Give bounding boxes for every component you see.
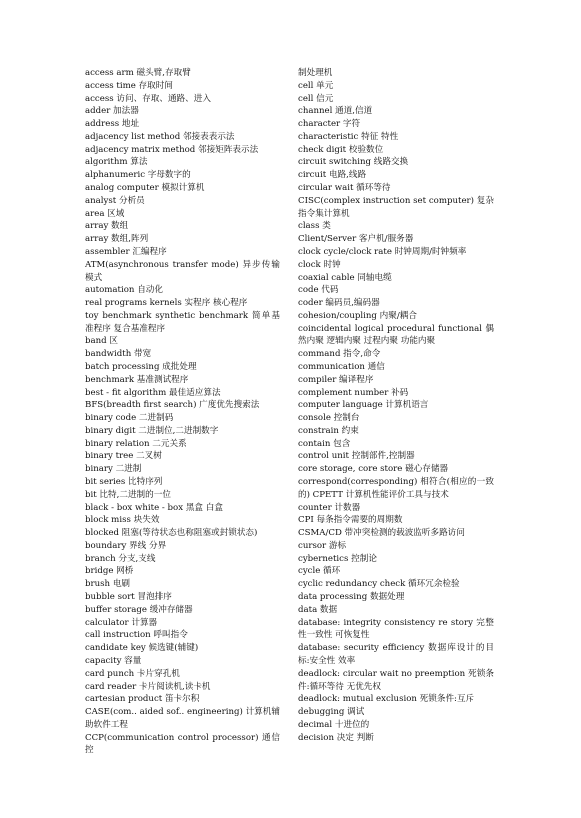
glossary-entry: bridge 网桥 xyxy=(85,566,134,577)
glossary-entry: cartesian product 笛卡尔积 xyxy=(85,694,200,705)
glossary-entry: cursor 游标 xyxy=(298,540,347,551)
glossary-entry: coaxial cable 同轴电缆 xyxy=(298,272,392,283)
glossary-entry: alphanumeric 字母数字的 xyxy=(85,170,191,181)
glossary-entry: array 数组 xyxy=(85,221,129,232)
glossary-entry: communication 通信 xyxy=(298,361,385,372)
glossary-entry: decision 决定 判断 xyxy=(298,732,374,743)
glossary-entry: compiler 编译程序 xyxy=(298,374,374,385)
glossary-entry: call instruction 呼叫指令 xyxy=(85,630,188,641)
glossary-entry: characteristic 特征 特性 xyxy=(298,131,399,142)
glossary-entry: blocked 阻塞(等待状态也称阻塞或封锁状态) xyxy=(85,528,258,539)
glossary-entry: CCP(communication control processor) 通信控 xyxy=(85,732,280,756)
glossary-entry: adjacency list method 邻接表表示法 xyxy=(85,131,235,142)
glossary-entry: check digit 校验数位 xyxy=(298,144,384,155)
glossary-entry: CISC(complex instruction set computer) 复杂指令集计算机 xyxy=(298,195,494,219)
glossary-entry: bubble sort 冒泡排序 xyxy=(85,592,172,603)
glossary-entry: character 字符 xyxy=(298,119,361,130)
glossary-entry: address 地址 xyxy=(85,119,140,130)
glossary-entry: deadlock: circular wait no preemption 死锁条件:循环等待 无优先权 xyxy=(298,668,494,692)
glossary-entry: brush 电刷 xyxy=(85,579,131,590)
glossary-entry: binary tree 二叉树 xyxy=(85,451,162,462)
glossary-entry: analyst 分析员 xyxy=(85,195,145,206)
glossary-entry: channel 通道,信道 xyxy=(298,106,373,117)
glossary-entry: array 数组,阵列 xyxy=(85,234,149,245)
glossary-entry: deadlock: mutual exclusion 死锁条件:互斥 xyxy=(298,694,475,705)
glossary-entry: calculator 计算器 xyxy=(85,617,158,628)
glossary-entry: black - box white - box 黑盒 白盒 xyxy=(85,502,223,513)
glossary-entry: computer language 计算机语言 xyxy=(298,400,429,411)
glossary-entry: algorithm 算法 xyxy=(85,157,148,168)
glossary-entry: circuit 电路,线路 xyxy=(298,170,367,181)
glossary-entry: decimal 十进位的 xyxy=(298,719,370,730)
glossary-entry: CSMA/CD 带冲突检测的载波监听多路访问 xyxy=(298,528,465,539)
glossary-entry: circular wait 循环等待 xyxy=(298,183,391,194)
glossary-entry: Client/Server 客户机/服务器 xyxy=(298,234,414,245)
glossary-entry: bit series 比特序列 xyxy=(85,477,163,487)
glossary-entry: binary relation 二元关系 xyxy=(85,438,187,449)
glossary-column-right xyxy=(298,67,494,744)
glossary-entry: bit 比特,二进制的一位 xyxy=(85,489,171,500)
glossary-entry: command 指令,命令 xyxy=(298,349,381,360)
glossary-entry: ATM(asynchronous transfer mode) 异步传输模式 xyxy=(85,259,280,283)
glossary-entry: adder 加法器 xyxy=(85,106,139,117)
glossary-entry: access arm 磁头臂,存取臂 xyxy=(85,68,191,78)
glossary-entry: BFS(breadth first search) 广度优先搜索法 xyxy=(85,400,260,411)
glossary-entry: card reader 卡片阅读机,读卡机 xyxy=(85,681,211,692)
glossary-entry: batch processing 成批处理 xyxy=(85,361,197,372)
glossary-entry: access 访问、存取、通路、进入 xyxy=(85,93,211,104)
glossary-entry: access time 存取时间 xyxy=(85,80,173,91)
glossary-entry: area 区域 xyxy=(85,208,125,219)
glossary-entry: contain 包含 xyxy=(298,438,351,449)
glossary-entry: code 代码 xyxy=(298,285,339,296)
glossary-entry: class 类 xyxy=(298,221,331,232)
glossary-entry: circuit switching 线路交换 xyxy=(298,157,409,168)
glossary-entry: clock 时钟 xyxy=(298,259,341,270)
glossary-entry: data processing 数据处理 xyxy=(298,592,405,603)
glossary-entry: binary code 二进制码 xyxy=(85,413,174,424)
glossary-entry: candidate key 候选键(辅键) xyxy=(85,643,199,654)
glossary-entry: band 区 xyxy=(85,336,118,347)
glossary-entry: cell 信元 xyxy=(298,93,334,104)
glossary-entry: binary 二进制 xyxy=(85,464,142,475)
glossary-entry: core storage, core store 磁心存储器 xyxy=(298,464,449,475)
glossary-entry: capacity 容量 xyxy=(85,655,142,666)
glossary-entry: counter 计数器 xyxy=(298,502,361,513)
glossary-entry: adjacency matrix method 邻接矩阵表示法 xyxy=(85,144,259,155)
glossary-entry: automation 自动化 xyxy=(85,285,163,296)
glossary-entry: assembler 汇编程序 xyxy=(85,246,167,257)
glossary-entry: cyclic redundancy check 循环冗余检验 xyxy=(298,579,460,590)
glossary-column-left xyxy=(85,67,280,757)
glossary-entry: console 控制台 xyxy=(298,413,360,424)
glossary-entry: CPI 每条指令需要的周期数 xyxy=(298,515,403,526)
glossary-entry: benchmark 基准测试程序 xyxy=(85,374,189,385)
glossary-entry: complement number 补码 xyxy=(298,387,409,398)
glossary-entry: debugging 调试 xyxy=(298,707,365,718)
glossary-entry: cell 单元 xyxy=(298,80,334,91)
glossary-entry: real programs kernels 实程序 核心程序 xyxy=(85,298,248,309)
glossary-entry: binary digit 二进制位,二进制数字 xyxy=(85,425,219,436)
glossary-entry: correspond(corresponding) 相符合(相应的一致的) CPETT 计算机性能评价工具与技术 xyxy=(298,477,494,500)
glossary-entry: data 数据 xyxy=(298,604,338,615)
glossary-entry: best - fit algorithm 最佳适应算法 xyxy=(85,387,221,398)
glossary-entry: clock cycle/clock rate 时钟周期/时钟频率 xyxy=(298,246,467,257)
glossary-entry: branch 分支,支线 xyxy=(85,553,156,564)
glossary-entry: constrain 约束 xyxy=(298,425,359,436)
glossary-entry: analog computer 模拟计算机 xyxy=(85,183,205,194)
glossary-entry: control unit 控制部件,控制器 xyxy=(298,451,415,462)
glossary-entry: CASE(com.. aided sof.. engineering) 计算机辅助软件工程 xyxy=(85,707,280,730)
glossary-entry: database: security efficiency 数据库设计的目标:安全性 效率 xyxy=(298,643,494,666)
glossary-entry: 制处理机 xyxy=(298,68,333,78)
glossary-entry: buffer storage 缓冲存储器 xyxy=(85,604,193,615)
glossary-entry: toy benchmark synthetic benchmark 简单基准程序 复合基准程序 xyxy=(85,310,280,334)
glossary-entry: boundary 界线 分界 xyxy=(85,540,167,551)
glossary-entry: database: integrity consistency re story 完整性一致性 可恢复性 xyxy=(298,617,494,641)
glossary-entry: coder 编码员,编码器 xyxy=(298,298,380,309)
glossary-entry: block miss 块失效 xyxy=(85,515,160,526)
glossary-entry: cycle 循环 xyxy=(298,566,341,577)
glossary-entry: bandwidth 带宽 xyxy=(85,349,152,360)
glossary-entry: cybernetics 控制论 xyxy=(298,553,377,564)
glossary-entry: cohesion/coupling 内聚/耦合 xyxy=(298,310,417,321)
glossary-entry: coincidental logical procedural functional 偶然内聚 逻辑内聚 过程内聚 功能内聚 xyxy=(298,323,494,347)
glossary-entry: card punch 卡片穿孔机 xyxy=(85,668,180,679)
